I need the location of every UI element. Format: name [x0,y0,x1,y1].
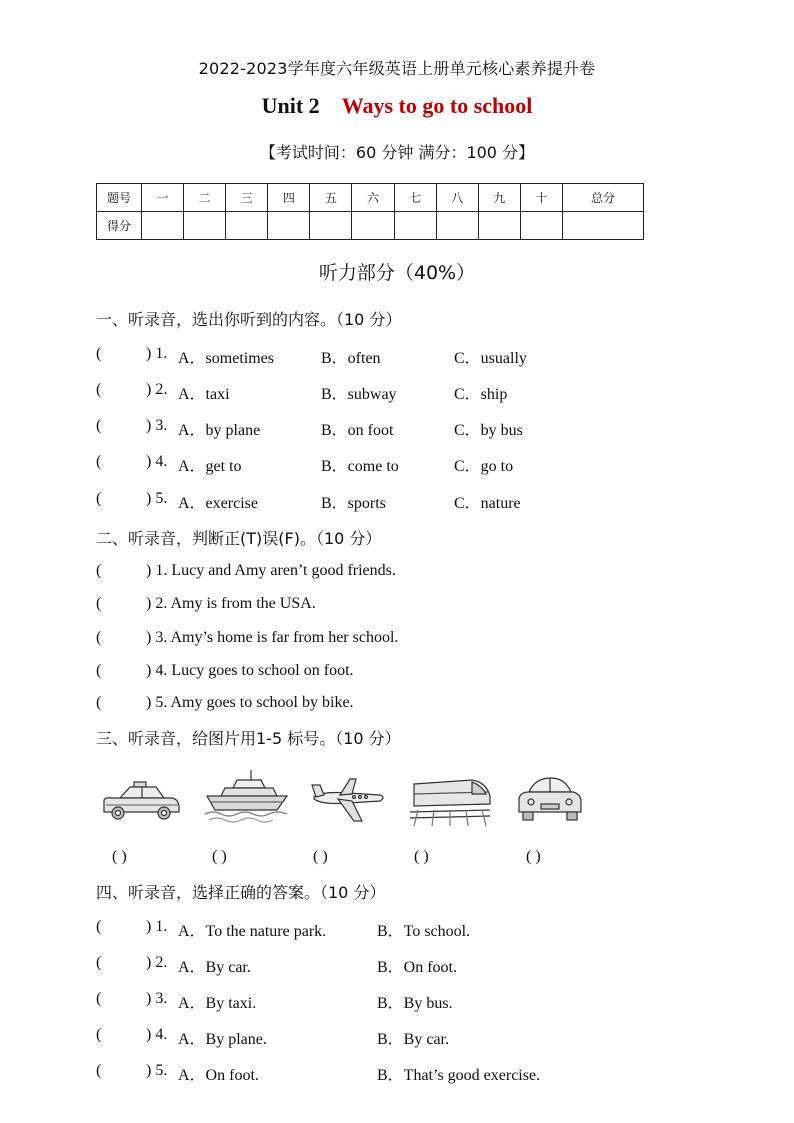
score-table-header-row [97,184,644,212]
option-b: B．That’s good exercise. [377,1067,541,1084]
score-table-cell: 五 [310,184,352,212]
statement-text: ) 1. Lucy and Amy aren’t good friends. [146,562,396,579]
option-a: A．To the nature park. [178,923,327,940]
taxi-picture [100,768,182,830]
open-paren: ( [96,694,102,711]
score-table-cell: 四 [268,184,310,212]
option-a: A．by plane [178,422,261,439]
open-paren: ( [96,1026,102,1043]
score-table-cell: 九 [478,184,520,212]
score-input-cell[interactable] [478,212,520,240]
picture-answer-paren-5[interactable]: ( ) [526,848,541,865]
exam-header-line: 2022-2023学年度六年级英语上册单元核心素养提升卷 [198,59,596,78]
picture-answer-paren-4[interactable]: ( ) [414,848,429,865]
option-a: A．get to [178,458,242,475]
score-table-cell: 总分 [562,184,643,212]
question-number: ) 1. [146,918,168,935]
score-table-cell: 八 [436,184,478,212]
option-b: B．subway [321,386,397,403]
option-a: A．By taxi. [178,995,257,1012]
score-input-cell[interactable] [394,212,436,240]
plane-picture [308,775,388,827]
option-b: B．sports [321,495,386,512]
option-b: B．By bus. [377,995,453,1012]
part3-heading: 三、听录音，给图片用1-5 标号。（10 分） [96,729,401,748]
unit-title [0,93,794,119]
option-b: B．often [321,350,381,367]
score-input-cell[interactable] [226,212,268,240]
score-input-cell[interactable] [142,212,184,240]
option-b: B．By car. [377,1031,449,1048]
picture-answer-paren-3[interactable]: ( ) [313,848,328,865]
statement-text: ) 5. Amy goes to school by bike. [146,694,354,711]
question-number: ) 4. [146,1026,168,1043]
option-c: C．go to [454,458,514,475]
open-paren: ( [96,345,102,362]
statement-text: ) 2. Amy is from the USA. [146,595,316,612]
part4-heading: 四、听录音，选择正确的答案。（10 分） [96,883,386,902]
option-a: A．On foot. [178,1067,259,1084]
option-c: C．by bus [454,422,523,439]
score-table-cell: 题号 [97,184,142,212]
score-input-cell[interactable] [184,212,226,240]
question-number: ) 4. [146,453,168,470]
option-a: A．By plane. [178,1031,267,1048]
listening-section-title: 听力部分（40%） [318,262,476,284]
option-c: C．nature [454,495,521,512]
score-input-cell[interactable] [436,212,478,240]
option-a: A．exercise [178,495,258,512]
score-table [96,183,644,240]
score-table-cell: 六 [352,184,394,212]
question-number: ) 5. [146,490,168,507]
question-number: ) 5. [146,1062,168,1079]
open-paren: ( [96,1062,102,1079]
open-paren: ( [96,918,102,935]
statement-text: ) 3. Amy’s home is far from her school. [146,629,399,646]
open-paren: ( [96,453,102,470]
option-a: A．sometimes [178,350,274,367]
score-input-cell[interactable] [310,212,352,240]
statement-text: ) 4. Lucy goes to school on foot. [146,662,354,679]
question-number: ) 1. [146,345,168,362]
question-number: ) 3. [146,417,168,434]
open-paren: ( [96,562,102,579]
open-paren: ( [96,990,102,1007]
open-paren: ( [96,381,102,398]
question-number: ) 2. [146,381,168,398]
unit-number: Unit 2 [261,93,320,118]
option-b: B．On foot. [377,959,458,976]
ship-picture [203,766,289,828]
open-paren: ( [96,954,102,971]
option-c: C．ship [454,386,508,403]
option-a: A．taxi [178,386,230,403]
score-input-cell[interactable] [352,212,394,240]
question-number: ) 3. [146,990,168,1007]
train-picture [410,770,492,828]
score-table-cell: 二 [184,184,226,212]
score-table-cell: 十 [520,184,562,212]
option-a: A．By car. [178,959,251,976]
option-b: B．on foot [321,422,394,439]
score-input-cell[interactable] [268,212,310,240]
score-input-cell[interactable] [562,212,643,240]
option-b: B．come to [321,458,399,475]
open-paren: ( [96,490,102,507]
option-b: B．To school. [377,923,471,940]
picture-answer-paren-2[interactable]: ( ) [212,848,227,865]
open-paren: ( [96,417,102,434]
part1-heading: 一、听录音，选出你听到的内容。（10 分） [96,310,402,329]
exam-info: 【考试时间：60 分钟 满分：100 分】 [259,143,535,162]
part2-heading: 二、听录音，判断正(T)误(F)。（10 分） [96,529,382,548]
score-table-cell: 七 [394,184,436,212]
picture-answer-paren-1[interactable]: ( ) [112,848,127,865]
score-input-cell[interactable] [520,212,562,240]
open-paren: ( [96,662,102,679]
open-paren: ( [96,595,102,612]
car-picture [515,770,585,830]
option-c: C．usually [454,350,527,367]
unit-topic: Ways to go to school [341,93,533,118]
score-table-score-row [97,212,644,240]
score-table-cell: 三 [226,184,268,212]
open-paren: ( [96,629,102,646]
score-table-cell: 得分 [97,212,142,240]
question-number: ) 2. [146,954,168,971]
score-table-cell: 一 [142,184,184,212]
